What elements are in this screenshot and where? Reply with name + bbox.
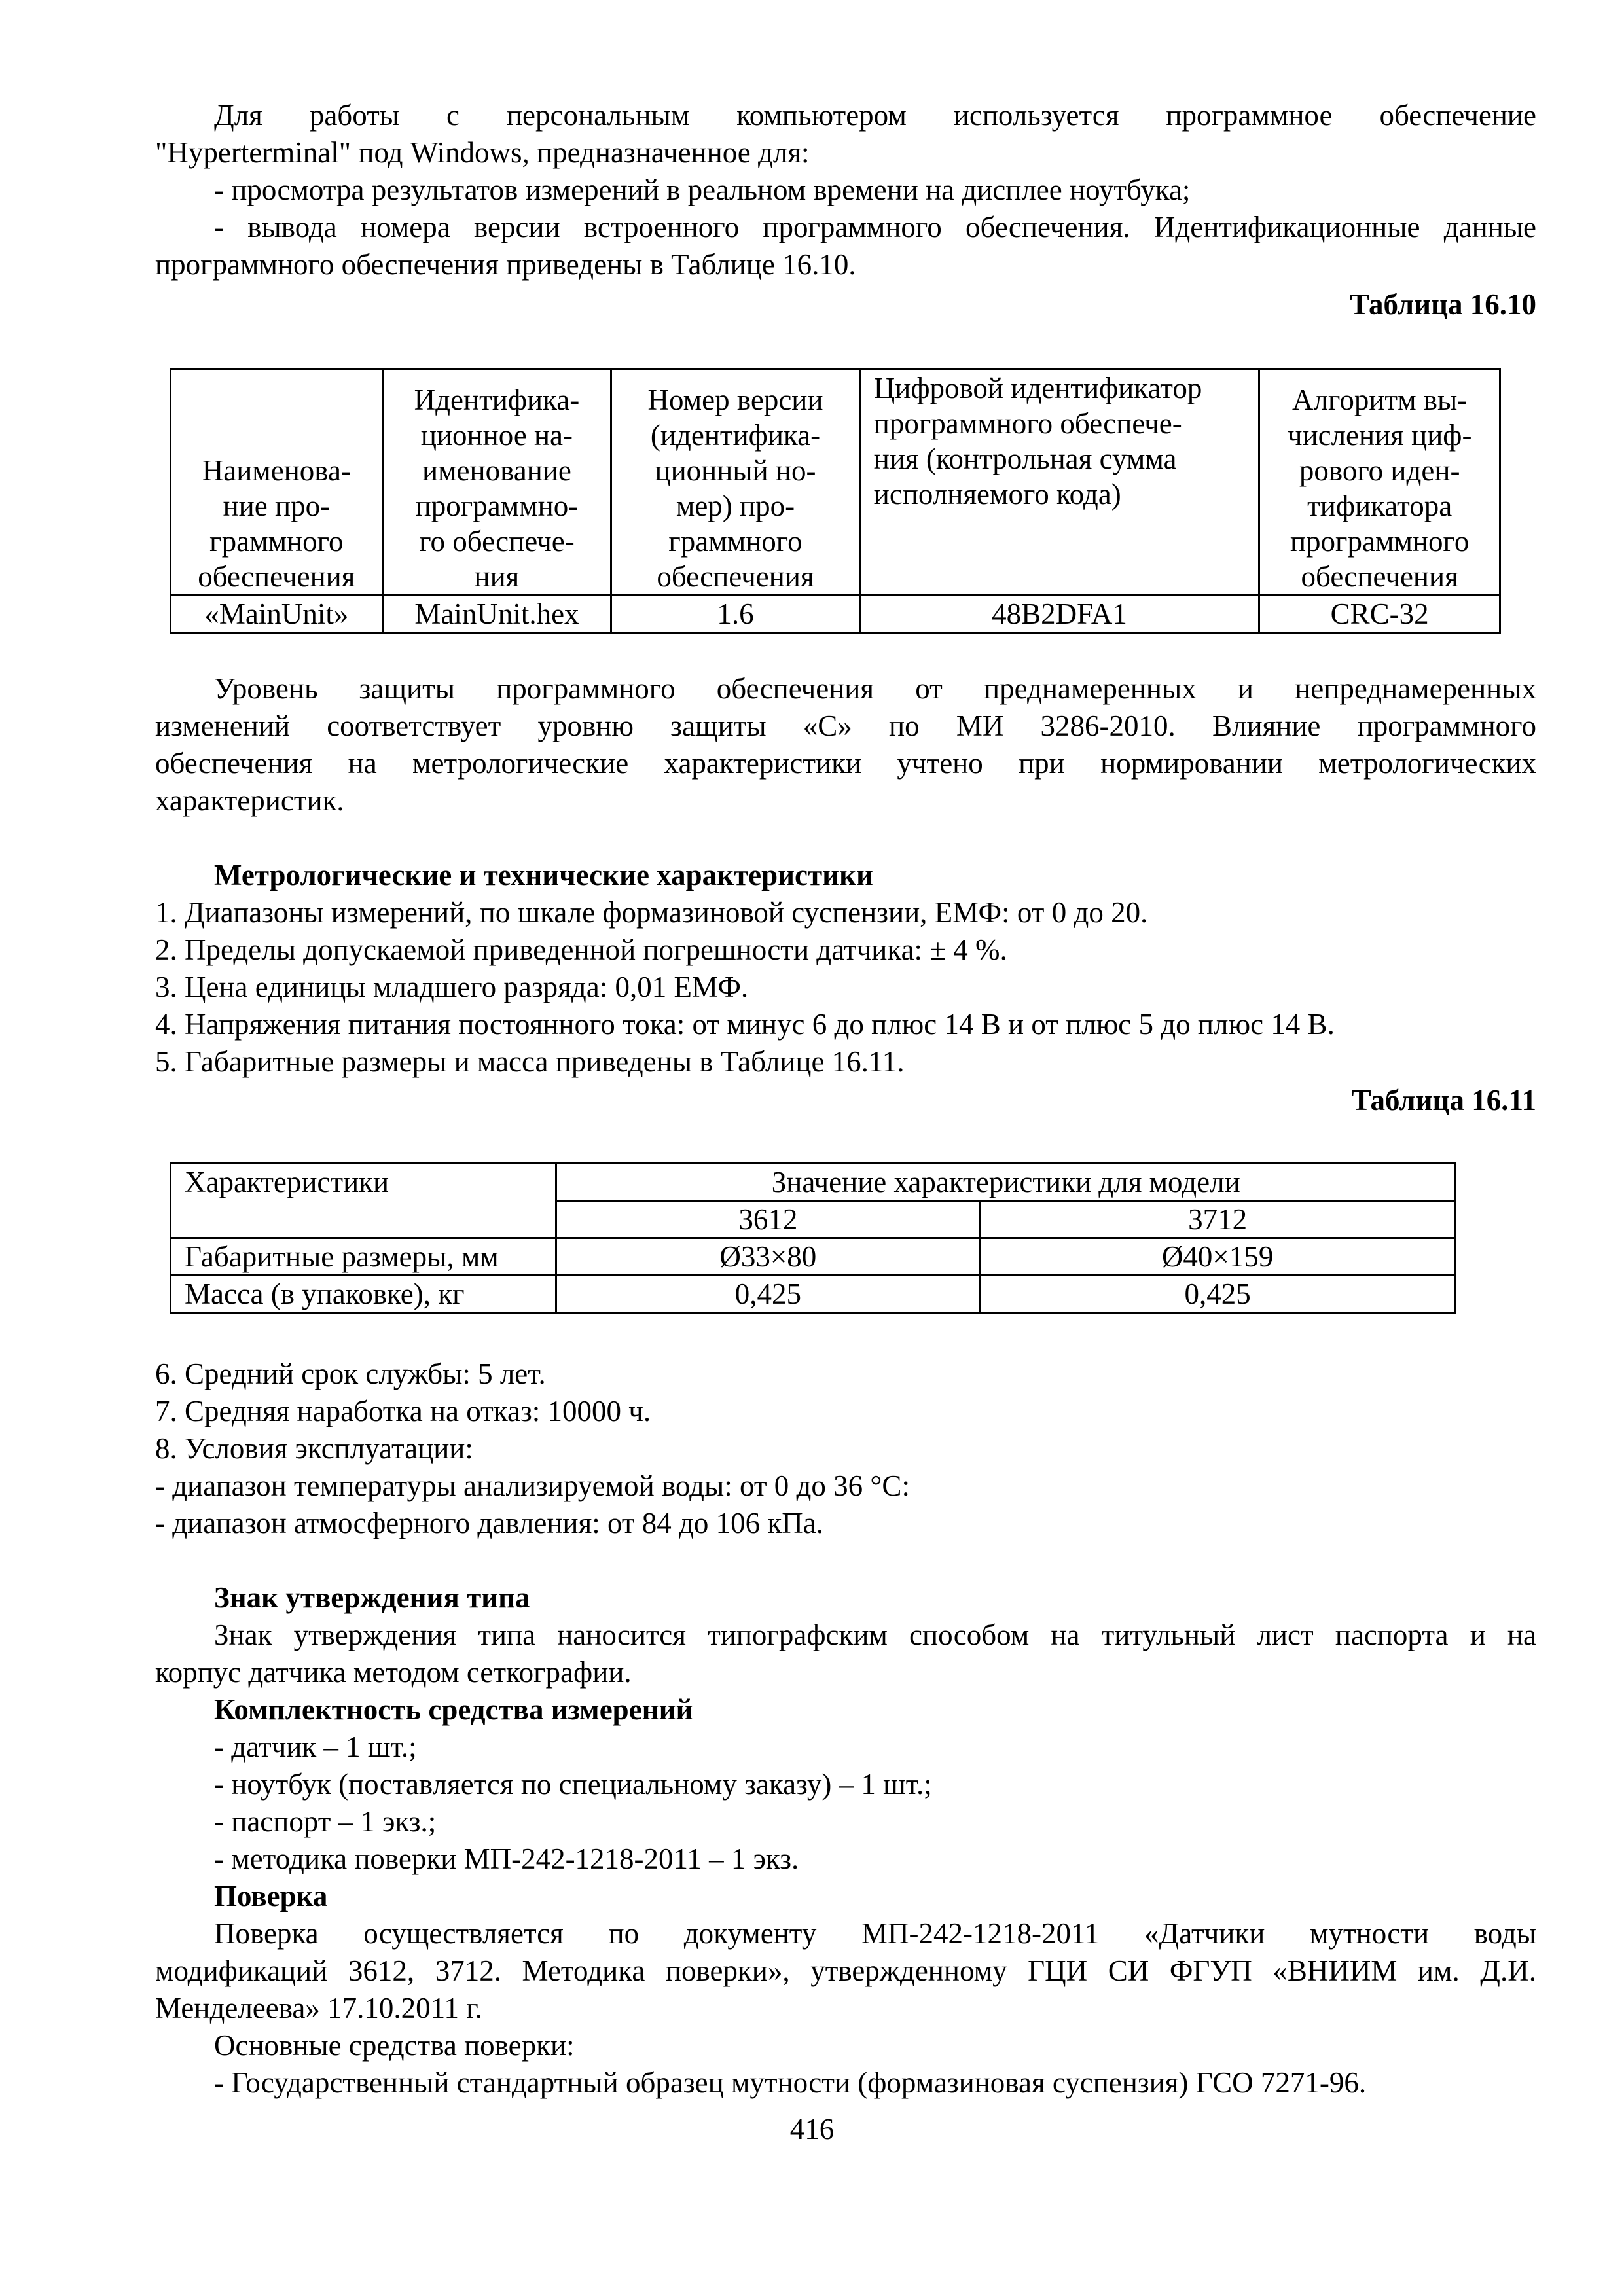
list-item: 7. Средняя наработка на отказ: 10000 ч. [155,1395,651,1427]
header-cell-line: ние про- [223,490,331,522]
kit-item: - датчик – 1 шт.; [214,1731,417,1763]
cell-software-name: «MainUnit» [171,596,383,633]
intro-line: "Hyperterminal" под Windows, предназначенное для: [155,136,810,169]
metro-section [155,857,1536,1081]
list-item: 6. Средний срок службы: 5 лет. [155,1357,546,1390]
list-item: 4. Напряжения питания постоянного тока: от минус 6 до плюс 14 В и от плюс 5 до плюс 14 В. [155,1008,1335,1041]
page-number: 416 [789,2113,835,2145]
protection-line: Уровень защиты программного обеспечения от преднамеренных и непреднамеренных [214,672,1536,705]
header-cell-line: ния (контрольная сумма [873,442,1177,475]
header-cell [171,370,383,596]
verification-line: Поверка осуществляется по документу МП-242-1218-2011 «Датчики мутности воды [214,1917,1536,1950]
header-cell-line: программного обеспече- [873,407,1182,440]
header-cell-line: обеспечения [657,560,814,593]
header-cell-line: го обеспече- [419,525,575,558]
list-item: 5. Габаритные размеры и масса приведены в Таблице 16.11. [155,1045,905,1078]
intro-bullet: - вывода номера версии встроенного программного обеспечения. Идентификационные данные [214,211,1536,243]
header-cell [859,370,1259,596]
header-cell [382,370,611,596]
row-label: Масса (в упаковке), кг [171,1276,556,1313]
header-cell-line: Идентифика- [414,384,580,416]
verification-line: Менделеева» 17.10.2011 г. [155,1992,482,2024]
table-row [171,1238,1456,1276]
dimensions-table [170,1162,1456,1314]
header-cell-line: исполняемого кода) [873,478,1121,511]
list-item: - диапазон температуры анализируемой воды: от 0 до 36 °С: [155,1469,910,1502]
cell-algorithm: CRC-32 [1259,596,1500,633]
protection-section [155,670,1536,819]
header-cell-line: Номер версии [647,384,823,416]
section-heading: Метрологические и технические характеристики [214,859,873,891]
section-heading: Поверка [214,1880,328,1912]
protection-line: изменений соответствует уровню защиты «С» по МИ 3286-2010. Влияние программного [155,709,1536,742]
table-header-row [171,1164,1456,1201]
table-caption: Таблица 16.11 [1351,1084,1536,1117]
header-cell [611,370,859,596]
intro-line: Для работы с персональным компьютером используется программное обеспечение [214,99,1536,132]
header-model: 3712 [980,1201,1456,1238]
header-characteristics: Характеристики [171,1164,556,1238]
header-cell-line: обеспечения [1301,560,1458,593]
header-cell-line: ния [474,560,520,593]
cell-version: 1.6 [611,596,859,633]
header-cell-line: Цифровой идентификатор [873,372,1202,404]
verification-means-item: - Государственный стандартный образец мутности (формазиновая суспензия) ГСО 7271-96. [214,2066,1367,2099]
section-heading: Комплектность средства измерений [214,1693,693,1726]
row-label: Габаритные размеры, мм [171,1238,556,1276]
header-cell-line: Алгоритм вы- [1292,384,1468,416]
protection-line: характеристик. [155,784,344,817]
section-heading: Знак утверждения типа [214,1581,530,1614]
table-row [171,1276,1456,1313]
header-cell-line: именование [422,454,571,487]
header-cell-line: программно- [415,490,579,522]
sign-line: корпус датчика методом сеткографии. [155,1656,632,1689]
cell-identifier: MainUnit.hex [382,596,611,633]
table-header-row [171,370,1500,596]
verification-means-heading: Основные средства поверки: [214,2029,575,2062]
header-cell-line: Наименова- [202,454,351,487]
header-cell-line: граммного [209,525,344,558]
list-item: 8. Условия эксплуатации: [155,1432,473,1465]
conditions-section [155,1355,1536,1542]
protection-line: обеспечения на метрологические характеристики учтено при нормировании метрологических [155,747,1536,780]
table-caption: Таблица 16.10 [1350,288,1536,321]
header-cell-line: программного [1290,525,1470,558]
header-cell-line: рового иден- [1299,454,1460,487]
header-cell-line: мер) про- [676,490,795,522]
list-item: 2. Пределы допускаемой приведенной погрешности датчика: ± 4 %. [155,933,1007,966]
kit-item: - ноутбук (поставляется по специальному заказу) – 1 шт.; [214,1768,932,1801]
header-cell-line: числения циф- [1287,419,1472,452]
intro-section [155,97,1536,283]
header-cell-line: (идентифика- [650,419,821,452]
cell-checksum: 48B2DFA1 [859,596,1259,633]
list-item: 3. Цена единицы младшего разряда: 0,01 ЕМФ. [155,971,749,1003]
software-id-table [170,368,1501,634]
row-value: Ø40×159 [980,1238,1456,1276]
row-value: 0,425 [980,1276,1456,1313]
kit-item: - методика поверки МП-242-1218-2011 – 1 экз. [214,1842,799,1875]
list-item: 1. Диапазоны измерений, по шкале формазиновой суспензии, ЕМФ: от 0 до 20. [155,896,1148,929]
header-cell [1259,370,1500,596]
header-model: 3612 [556,1201,980,1238]
table-row [171,596,1500,633]
kit-item: - паспорт – 1 экз.; [214,1805,437,1838]
sign-section [155,1579,1536,2102]
header-cell-line: обеспечения [198,560,355,593]
sign-line: Знак утверждения типа наносится типографским способом на титульный лист паспорта и на [214,1619,1536,1651]
header-cell-line: граммного [668,525,803,558]
verification-line: модификаций 3612, 3712. Методика поверки», утвержденному ГЦИ СИ ФГУП «ВНИИМ им. Д.И. [155,1954,1536,1987]
intro-bullet: - просмотра результатов измерений в реальном времени на дисплее ноутбука; [214,173,1191,206]
header-cell-line: ционное на- [420,419,573,452]
row-value: Ø33×80 [556,1238,980,1276]
header-cell-line: ционный но- [655,454,816,487]
intro-line: программного обеспечения приведены в Таблице 16.10. [155,248,856,281]
list-item: - диапазон атмосферного давления: от 84 до 106 кПа. [155,1507,824,1539]
header-cell-line: тификатора [1307,490,1453,522]
row-value: 0,425 [556,1276,980,1313]
header-model-group: Значение характеристики для модели [556,1164,1456,1201]
